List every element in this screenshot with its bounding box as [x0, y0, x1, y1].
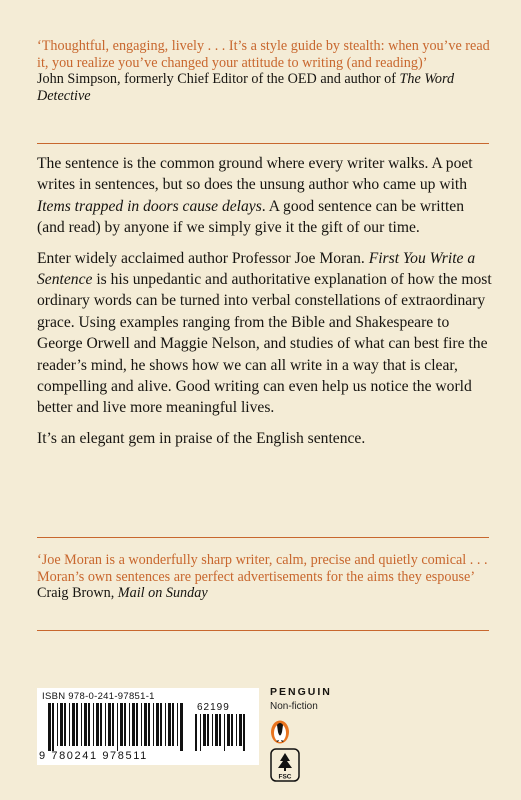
quote-bottom-text: ‘Joe Moran is a wonderfully sharp writer, calm, precise and quietly comical . . . Moran’s own sentences are perfect advertisements for the aims they espouse’ [37, 552, 488, 585]
barcode-bar [120, 703, 123, 746]
blurb-paragraph-1 [37, 153, 492, 239]
barcode-bar [224, 714, 225, 751]
barcode-bar [88, 703, 90, 746]
barcode-bar [168, 703, 171, 746]
barcode-bar [117, 703, 118, 751]
barcode-bar [156, 703, 159, 746]
barcode-bar [93, 703, 94, 746]
barcode-bar [243, 714, 245, 751]
barcode-bar [177, 703, 178, 746]
blurb-p2-text-a: Enter widely acclaimed author Professor Joe Moran. [37, 249, 369, 267]
divider-bottom [37, 630, 489, 631]
barcode-addon-bars [195, 714, 251, 751]
barcode-bar [136, 703, 138, 746]
divider-middle [37, 537, 489, 538]
barcode-bar [195, 714, 197, 751]
barcode-bar [72, 703, 75, 746]
barcode-bar [112, 703, 114, 746]
barcode-bar [57, 703, 58, 746]
barcode-bar [165, 703, 166, 746]
blurb-paragraph-2 [37, 248, 492, 419]
barcode-bar [219, 714, 221, 746]
quote-bottom-attribution-source: Mail on Sunday [117, 585, 208, 601]
blurb-p1-italic: Items trapped in doors cause delays [37, 197, 262, 215]
barcode-digits: 9 780241 978511 [39, 750, 148, 762]
barcode-bar [81, 703, 82, 746]
barcode-bar [203, 714, 206, 746]
barcode-bar [144, 703, 147, 746]
fsc-logo-icon [270, 748, 300, 782]
barcode-bar [69, 703, 70, 746]
barcode [37, 688, 259, 765]
barcode-bar [227, 714, 230, 746]
barcode-bar [239, 714, 242, 746]
barcode-addon-digits: 62199 [197, 702, 230, 713]
fsc-label: FSC [278, 773, 292, 781]
barcode-bar [132, 703, 135, 746]
divider-top [37, 143, 489, 144]
quote-top-attribution [37, 71, 492, 104]
barcode-bar [231, 714, 233, 746]
barcode-bar [84, 703, 87, 746]
blurb [37, 153, 492, 458]
barcode-bar [236, 714, 237, 746]
barcode-bar [212, 714, 213, 746]
barcode-bar [215, 714, 218, 746]
blurb-p1-text-a: The sentence is the common ground where every writer walks. A poet writes in sentences, but so does the unsung author who came up with [37, 155, 473, 194]
barcode-bar [160, 703, 162, 746]
blurb-p2-text-b: is his unpedantic and authoritative explanation of how the most ordinary words can be turned into verbal constellations of extraordinary grace. Using examples ranging from the Bible and Shakespeare to George Orwell and Maggie Nelson, and studies of what can best fire the reader’s mind, he shows how we can all write in a way that is clear, compelling and alive. Good writing can even help us notice the world better and live more meaningful lives. [37, 271, 492, 417]
barcode-bar [200, 714, 201, 751]
quote-top-attribution-name: John Simpson, formerly Chief Editor of the OED and author of [37, 71, 396, 87]
quote-top [37, 38, 492, 104]
barcode-bar [124, 703, 126, 746]
barcode-bar [180, 703, 183, 751]
barcode-bar [141, 703, 142, 746]
barcode-bar [148, 703, 150, 746]
quote-bottom-attribution [37, 585, 492, 602]
barcode-bar [48, 703, 51, 751]
barcode-bar [96, 703, 99, 746]
quote-top-attribution-title: The Word Detective [37, 71, 455, 104]
penguin-logo-icon [270, 720, 290, 744]
blurb-p1-text-b: . A good sentence can be written (and read) by anyone if we simply give it the gift of our time. [37, 197, 465, 237]
barcode-bar [153, 703, 154, 746]
blurb-p2-italic: First You Write a Sentence [37, 249, 476, 289]
barcode-bars [48, 703, 188, 751]
isbn-label: ISBN 978-0-241-97851-1 [42, 691, 155, 702]
publisher-name: PENGUIN [270, 686, 332, 698]
barcode-bar [105, 703, 106, 746]
barcode-bar [52, 703, 54, 751]
quote-bottom-attribution-name: Craig Brown, [37, 585, 118, 601]
quote-bottom [37, 552, 492, 602]
barcode-bar [207, 714, 209, 746]
barcode-bar [76, 703, 78, 746]
barcode-bar [60, 703, 63, 746]
barcode-bar [100, 703, 102, 746]
barcode-bar [129, 703, 130, 746]
book-category: Non-fiction [270, 701, 318, 712]
barcode-bar [108, 703, 111, 746]
quote-top-text: ‘Thoughtful, engaging, lively . . . It’s a style guide by stealth: when you’ve read it, you realize you’ve changed your attitude to writing (and reading)’ [37, 38, 490, 71]
barcode-bar [172, 703, 174, 746]
barcode-bar [64, 703, 66, 746]
blurb-paragraph-3: It’s an elegant gem in praise of the English sentence. [37, 429, 366, 447]
